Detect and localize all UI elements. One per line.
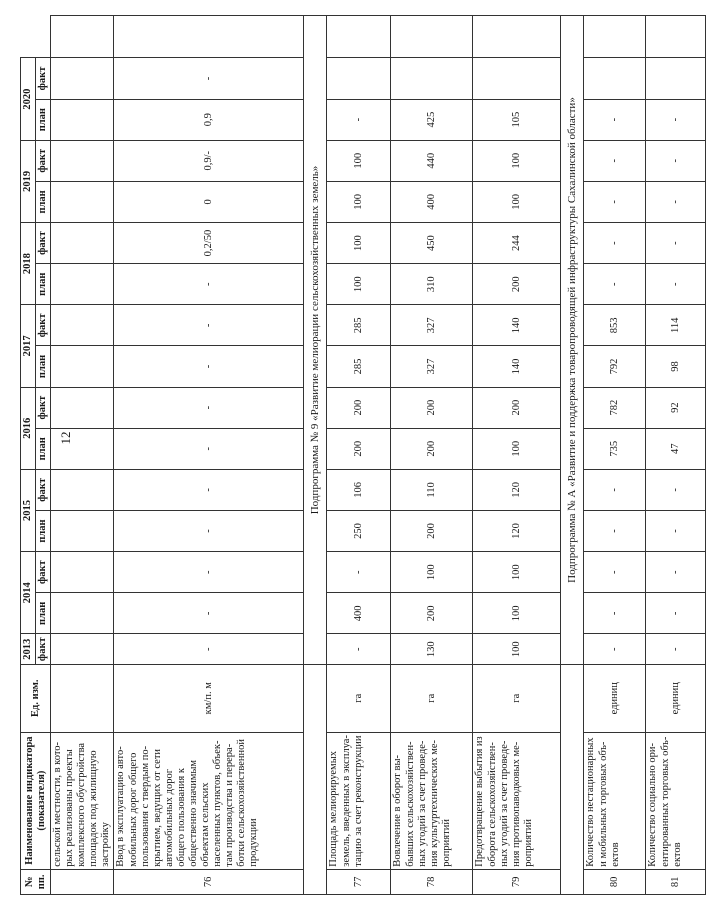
table-row [327, 16, 391, 895]
plan-header: план [36, 428, 51, 469]
row-number: 78 [391, 869, 473, 894]
value-cell: - [646, 634, 706, 665]
subprogram-title: Подпрограмма № 9 «Развитие мелиорации сельскохозяйственных земель» [304, 16, 327, 665]
value-cell [327, 58, 391, 99]
value-cell: - [114, 593, 304, 634]
value-cell: - [646, 181, 706, 222]
subprogram-row [304, 16, 327, 895]
header-num: № пп. [21, 869, 51, 894]
header-row-years [21, 16, 36, 895]
unit-cell: га [327, 664, 391, 732]
value-cell: 0 [114, 181, 304, 222]
page-number: 12 [58, 431, 73, 445]
year-header-2014: 2014 [21, 552, 36, 634]
value-cell: 440 [391, 140, 473, 181]
value-cell: 92 [646, 387, 706, 428]
value-cell: 200 [391, 387, 473, 428]
value-cell: 327 [391, 346, 473, 387]
header-name: Наименование индикатора (показателя) [21, 732, 51, 869]
value-cell [51, 58, 114, 99]
value-cell: 47 [646, 428, 706, 469]
indicator-name: Площадь мелиорируемых земель, введенных в эксплуа-тацию за счет реконструкции [327, 732, 391, 869]
value-cell: - [584, 634, 646, 665]
value-cell: - [114, 510, 304, 551]
value-cell [473, 16, 561, 58]
value-cell: - [584, 181, 646, 222]
value-cell: 100 [473, 552, 561, 593]
year-header-2017: 2017 [21, 305, 36, 387]
subprogram-title: Подпрограмма № А «Развитие и поддержка товаропроводящей инфраструктуры Сахалинской области» [561, 16, 584, 665]
plan-header: план [36, 593, 51, 634]
table-wrapper [20, 15, 683, 895]
indicator-table [20, 15, 706, 895]
value-cell: 400 [327, 593, 391, 634]
value-cell: 120 [473, 469, 561, 510]
indicator-name: Количество социально ори-ентированных торговых объ-ектов [646, 732, 706, 869]
value-cell [646, 58, 706, 99]
value-cell [646, 16, 706, 58]
value-cell [327, 16, 391, 58]
plan-header: план [36, 346, 51, 387]
value-cell [51, 16, 114, 58]
value-cell [473, 58, 561, 99]
value-cell [51, 428, 114, 469]
value-cell: - [646, 510, 706, 551]
value-cell: 782 [584, 387, 646, 428]
value-cell: - [114, 264, 304, 305]
value-cell: 200 [391, 428, 473, 469]
value-cell [584, 16, 646, 58]
fact-header: факт [36, 222, 51, 263]
table-row [584, 16, 646, 895]
year-header-2015: 2015 [21, 469, 36, 551]
value-cell: 450 [391, 222, 473, 263]
value-cell: 200 [391, 510, 473, 551]
table-row [114, 16, 304, 895]
row-number: 81 [646, 869, 706, 894]
value-cell: - [584, 593, 646, 634]
table-row [473, 16, 561, 895]
value-cell: - [584, 222, 646, 263]
unit-cell: км/п. м [114, 664, 304, 732]
value-cell: - [646, 99, 706, 140]
value-cell: 100 [473, 428, 561, 469]
value-cell: 200 [327, 387, 391, 428]
value-cell: - [114, 58, 304, 99]
value-cell: 244 [473, 222, 561, 263]
subprogram-spacer [304, 664, 327, 894]
value-cell: - [646, 264, 706, 305]
year-header-2013: 2013 [21, 634, 36, 665]
plan-header: план [36, 99, 51, 140]
value-cell: - [646, 469, 706, 510]
value-cell: 100 [473, 634, 561, 665]
table-row [51, 16, 114, 895]
value-cell: 130 [391, 634, 473, 665]
indicator-name: Количество нестационарных и мобильных торговых объ-ектов [584, 732, 646, 869]
row-number [51, 869, 114, 894]
header-unit: Ед. изм. [21, 664, 51, 732]
value-cell: - [584, 552, 646, 593]
value-cell: 120 [473, 510, 561, 551]
value-cell [51, 99, 114, 140]
value-cell: 106 [327, 469, 391, 510]
value-cell: - [584, 140, 646, 181]
value-cell: - [114, 552, 304, 593]
value-cell: 110 [391, 469, 473, 510]
fact-header: факт [36, 140, 51, 181]
value-cell: - [114, 428, 304, 469]
value-cell: 105 [473, 99, 561, 140]
unit-cell: га [473, 664, 561, 732]
fact-header: факт [36, 552, 51, 593]
value-cell [114, 16, 304, 58]
unit-cell [51, 664, 114, 732]
value-cell: 0,2/50 [114, 222, 304, 263]
value-cell: - [584, 510, 646, 551]
rotated-sheet [20, 15, 683, 895]
value-cell: 140 [473, 305, 561, 346]
value-cell: - [584, 99, 646, 140]
value-cell: - [114, 469, 304, 510]
value-cell [584, 58, 646, 99]
value-cell: 285 [327, 346, 391, 387]
fact-header: факт [36, 469, 51, 510]
subprogram-spacer [561, 664, 584, 894]
value-cell: - [646, 552, 706, 593]
value-cell [51, 222, 114, 263]
value-cell: 250 [327, 510, 391, 551]
value-cell [51, 181, 114, 222]
value-cell: 400 [391, 181, 473, 222]
unit-cell: га [391, 664, 473, 732]
indicator-name: Ввод в эксплуатацию авто-мобильных дорог общего пользования с твердым по-крытием, ведущих от сети автомобильных дорог общего пользования к общественно значимым объектам сельских населенных пунктов, объек-там производства и перера-ботки сельскохозяйственной продукции [114, 732, 304, 869]
unit-cell: единиц [646, 664, 706, 732]
value-cell: - [114, 634, 304, 665]
year-header-2018: 2018 [21, 222, 36, 304]
fact-header: факт [36, 634, 51, 665]
value-cell: - [646, 593, 706, 634]
value-cell: 200 [327, 428, 391, 469]
year-header-2020: 2020 [21, 58, 36, 140]
value-cell [51, 305, 114, 346]
value-cell: 100 [473, 181, 561, 222]
value-cell: 735 [584, 428, 646, 469]
row-number: 76 [114, 869, 304, 894]
indicator-name: сельской местности, в кото-рых реализованы проекты комплексного обустройства площадок под жилищную застройку [51, 732, 114, 869]
value-cell: 140 [473, 346, 561, 387]
value-cell: - [114, 387, 304, 428]
table-row [391, 16, 473, 895]
value-cell: - [646, 222, 706, 263]
value-cell: 100 [327, 222, 391, 263]
value-cell [51, 346, 114, 387]
value-cell: - [646, 140, 706, 181]
value-cell [51, 552, 114, 593]
value-cell: 100 [391, 552, 473, 593]
value-cell: - [584, 264, 646, 305]
value-cell [51, 387, 114, 428]
row-number: 77 [327, 869, 391, 894]
plan-header: план [36, 181, 51, 222]
value-cell: - [327, 99, 391, 140]
value-cell: 100 [473, 593, 561, 634]
value-cell: 100 [327, 181, 391, 222]
value-cell: 98 [646, 346, 706, 387]
value-cell: 0,9 [114, 99, 304, 140]
fact-header: факт [36, 58, 51, 99]
value-cell: 310 [391, 264, 473, 305]
value-cell [51, 634, 114, 665]
value-cell: - [327, 552, 391, 593]
value-cell [51, 510, 114, 551]
plan-header: план [36, 510, 51, 551]
value-cell: 425 [391, 99, 473, 140]
value-cell [391, 16, 473, 58]
value-cell: 100 [327, 140, 391, 181]
value-cell: - [114, 305, 304, 346]
value-cell: 327 [391, 305, 473, 346]
value-cell: - [327, 634, 391, 665]
row-number: 79 [473, 869, 561, 894]
unit-cell: единиц [584, 664, 646, 732]
fact-header: факт [36, 305, 51, 346]
table-body [51, 16, 706, 895]
value-cell [51, 264, 114, 305]
value-cell [51, 140, 114, 181]
value-cell: 114 [646, 305, 706, 346]
subprogram-row [561, 16, 584, 895]
row-number: 80 [584, 869, 646, 894]
plan-header: план [36, 264, 51, 305]
value-cell [51, 469, 114, 510]
value-cell: 792 [584, 346, 646, 387]
value-cell [391, 58, 473, 99]
value-cell: 100 [327, 264, 391, 305]
value-cell: 0,9/- [114, 140, 304, 181]
fact-header: факт [36, 387, 51, 428]
value-cell: 200 [473, 264, 561, 305]
table-row [646, 16, 706, 895]
value-cell: 200 [473, 387, 561, 428]
value-cell: 100 [473, 140, 561, 181]
indicator-name: Предотвращение выбытия из оборота сельскохозяйствен-ных угодий за счет проведе-ния противопаводковых ме-роприятий [473, 732, 561, 869]
year-header-2019: 2019 [21, 140, 36, 222]
value-cell [51, 593, 114, 634]
indicator-name: Вовлечение в оборот вы-бывших сельскохозяйствен-ных угодий за счет проведе-ния культуртехнических ме-роприятий [391, 732, 473, 869]
value-cell: 285 [327, 305, 391, 346]
value-cell: 853 [584, 305, 646, 346]
value-cell: 200 [391, 593, 473, 634]
value-cell: - [114, 346, 304, 387]
year-header-2016: 2016 [21, 387, 36, 469]
value-cell: - [584, 469, 646, 510]
